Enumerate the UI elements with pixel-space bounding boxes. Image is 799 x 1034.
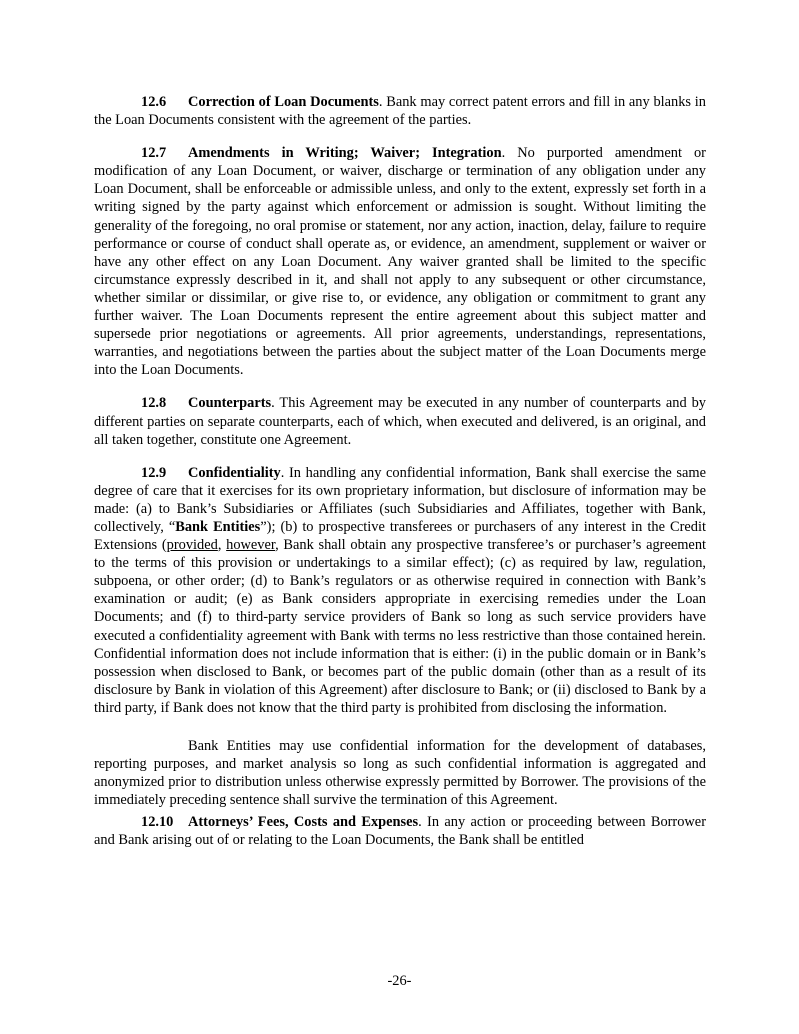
section-body: . Bank may correct patent errors and fill in any blanks in the Loan Documents consistent with the agreement of the parties.	[94, 94, 706, 129]
section-body-part-a: . In handling any confidential information, Bank shall exercise the same degree of care that it exercises for its own proprietary information, but disclosure of information may be made: (a) to Bank’s Subsidiaries or Affiliates (such Subsidiaries and Affiliates, together with Bank, collectively, “	[94, 464, 706, 535]
section-title: Attorneys’ Fees, Costs and Expenses	[188, 814, 419, 831]
section-title: Amendments in Writing; Waiver; Integration	[188, 145, 502, 162]
section-12-7	[94, 144, 706, 379]
section-number: 12.6	[141, 94, 167, 110]
section-body: . No purported amendment or modification of any Loan Document, or waiver, discharge or termination of any obligation under any Loan Document, shall be enforceable or admissible unless, and only to the extent, expressly set forth in a writing signed by the party against which enforcement or admission is sought. Without limiting the generality of the foregoing, no oral promise or statement, nor any action, inaction, delay, failure to require performance or course of conduct shall operate as, or evidence, an amendment, supplement or waiver or have any other effect on any Loan Document. Any waiver granted shall be limited to the specific circumstance expressly described in it, and shall not apply to any subsequent or other circumstance, whether similar or dissimilar, or give rise to, or evidence, any obligation or commitment to grant any further waiver. The Loan Documents represent the entire agreement about this subject matter and supersede prior negotiations or agreements. All prior agreements, understandings, representations, warranties, and negotiations between the parties about the subject matter of the Loan Documents merge into the Loan Documents.	[94, 145, 706, 379]
section-number: 12.8	[141, 395, 167, 412]
section-title: Counterparts	[188, 395, 272, 412]
section-body: . In any action or proceeding between Borrower and Bank arising out of or relating to the Loan Documents, the Bank shall be entitled	[94, 814, 706, 849]
section-body-part-b: ”); (b) to prospective transferees or purchasers of any interest in the Credit Extensions (	[94, 518, 706, 554]
page-number: -26-	[387, 973, 412, 989]
term-provided: provided	[166, 537, 218, 554]
section-body: . This Agreement may be executed in any number of counterparts and by different parties on separate counterparts, each of which, when executed and delivered, is an original, and all taken together, constitute one Agreement.	[94, 395, 706, 448]
section-12-8	[94, 394, 706, 448]
section-title: Correction of Loan Documents	[188, 94, 379, 110]
section-title: Confidentiality	[188, 464, 281, 481]
document-page	[94, 93, 706, 850]
section-12-10	[94, 813, 706, 849]
comma-separator: ,	[217, 537, 227, 554]
section-number: 12.9	[141, 464, 167, 481]
section-number: 12.10	[141, 814, 174, 831]
term-however: however	[226, 537, 276, 554]
section-number: 12.7	[141, 145, 167, 162]
section-12-6	[94, 93, 706, 129]
section-12-9	[94, 464, 706, 717]
section-body-part-c: , Bank shall obtain any prospective transferee’s or purchaser’s agreement to the terms of this provision or undertakings to a similar effect); (c) as required by law, regulation, subpoena, or other order; (d) to Bank’s regulators or as otherwise required in connection with Bank’s examination or audit; (e) as Bank considers appropriate in exercising remedies under the Loan Documents; and (f) to third-party service providers of Bank so long as such service providers have executed a confidentiality agreement with Bank with terms no less restrictive than those contained herein. Confidential information does not include information that is either: (i) in the public domain or in Bank’s possession when disclosed to Bank, or becomes part of the public domain (other than as a result of its disclosure by Bank in violation of this Agreement) after disclosure to Bank; or (ii) disclosed to Bank by a third party, if Bank does not know that the third party is prohibited from disclosing the information.	[94, 537, 707, 716]
bank-entities-paragraph: Bank Entities may use confidential information for the development of databases, reporting purposes, and market analysis so long as such confidential information is aggregated and anonymized prior to distribution unless otherwise expressly permitted by Borrower. The provisions of the immediately preceding sentence shall survive the termination of this Agreement.	[94, 738, 706, 809]
defined-term-bank-entities: Bank Entities	[175, 518, 261, 535]
